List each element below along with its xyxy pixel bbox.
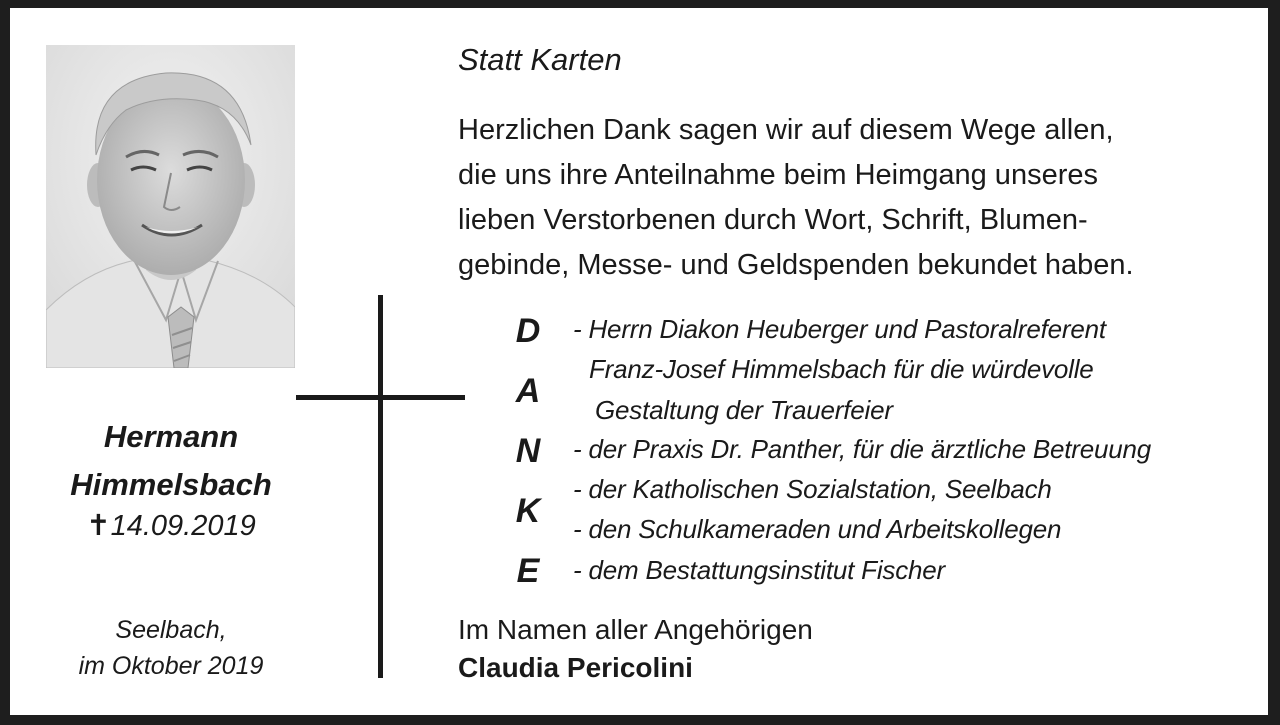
portrait-image bbox=[46, 45, 295, 368]
deceased-first-name: Hermann bbox=[103, 419, 239, 454]
intro-line: lieben Verstorbenen durch Wort, Schrift, Blumen- bbox=[458, 204, 1088, 236]
portrait-photo bbox=[46, 45, 295, 368]
heading-statt-karten: Statt Karten bbox=[458, 42, 622, 77]
danke-letter-a: A bbox=[515, 372, 541, 410]
intro-line: gebinde, Messe- und Geldspenden bekundet haben. bbox=[458, 249, 1134, 281]
intro-line: die uns ihre Anteilnahme beim Heimgang unseres bbox=[458, 159, 1098, 191]
danke-letter-k: K bbox=[515, 492, 541, 530]
thanks-line: Franz-Josef Himmelsbach für die würdevolle bbox=[589, 354, 1094, 384]
cross-horizontal-bar bbox=[296, 395, 465, 400]
signature-name: Claudia Pericolini bbox=[458, 652, 693, 683]
date-line: im Oktober 2019 bbox=[78, 652, 264, 680]
death-date: ✝14.09.2019 bbox=[86, 510, 256, 542]
intro-line: Herzlichen Dank sagen wir auf diesem Wege allen, bbox=[458, 114, 1114, 146]
thanks-line: - dem Bestattungsinstitut Fischer bbox=[573, 555, 945, 585]
thanks-line: - Herrn Diakon Heuberger und Pastoralreferent bbox=[573, 314, 1106, 344]
thanks-line: - der Katholischen Sozialstation, Seelbach bbox=[573, 474, 1052, 504]
danke-letter-n: N bbox=[515, 432, 541, 470]
danke-letter-e: E bbox=[516, 552, 540, 590]
thanks-line: - der Praxis Dr. Panther, für die ärztliche Betreuung bbox=[573, 434, 1152, 464]
cross-vertical-bar bbox=[378, 295, 383, 678]
thanks-line: - den Schulkameraden und Arbeitskollegen bbox=[573, 514, 1062, 544]
deceased-last-name: Himmelsbach bbox=[70, 467, 272, 502]
danke-letter-d: D bbox=[515, 312, 541, 350]
thanks-line: Gestaltung der Trauerfeier bbox=[595, 395, 893, 425]
place-line: Seelbach, bbox=[115, 616, 227, 644]
signature-intro: Im Namen aller Angehörigen bbox=[458, 614, 813, 645]
obituary-card bbox=[10, 8, 1268, 715]
